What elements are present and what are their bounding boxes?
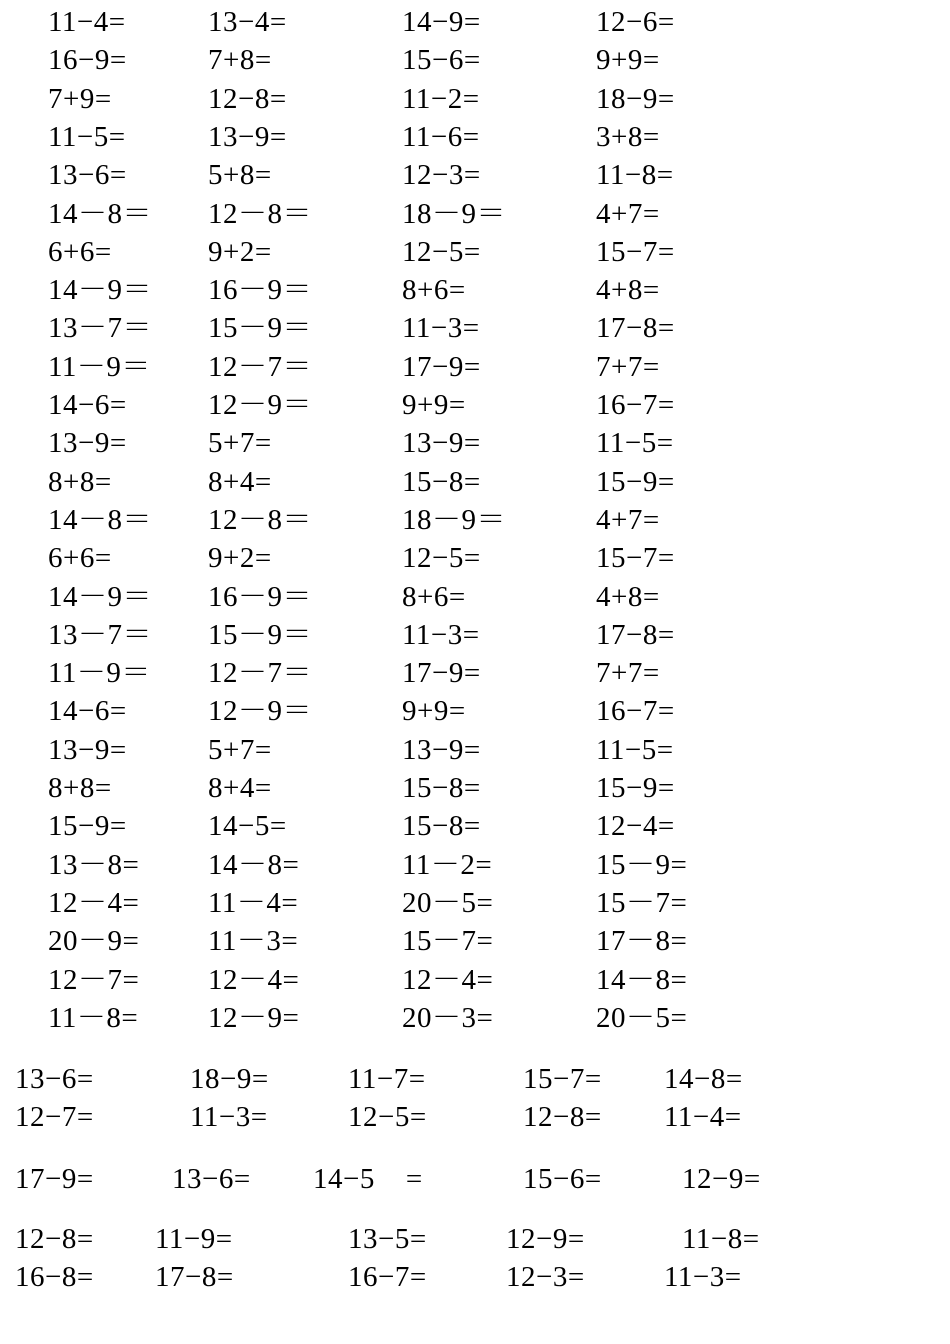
problem-row xyxy=(0,463,950,501)
math-problem: 14−8= xyxy=(664,1063,743,1095)
math-problem: 11−8= xyxy=(682,1223,760,1255)
math-problem: 11−4= xyxy=(664,1101,742,1133)
math-problem: 17−9= xyxy=(402,350,481,383)
math-problem: 17−9= xyxy=(402,657,481,690)
problem-row xyxy=(0,233,950,271)
math-problem: 9+9= xyxy=(402,389,466,421)
math-problem: 11−5= xyxy=(596,427,674,460)
math-problem: 16－9＝ xyxy=(208,274,313,307)
math-problem: 12−8= xyxy=(208,82,287,115)
math-problem: 12−5= xyxy=(348,1101,427,1133)
math-problem: 12－4= xyxy=(208,963,300,996)
math-problem: 12－7＝ xyxy=(208,350,313,383)
math-problem: 14－8＝ xyxy=(48,197,153,230)
problem-row xyxy=(0,807,950,845)
problem-row xyxy=(0,1098,950,1136)
math-problem: 12－7＝ xyxy=(208,657,313,690)
problem-row xyxy=(0,884,950,922)
math-problem: 17−8= xyxy=(596,312,675,345)
math-problem: 4+8= xyxy=(596,580,660,613)
problem-row xyxy=(0,539,950,577)
math-problem: 8+4= xyxy=(208,465,272,498)
problem-row xyxy=(0,1060,950,1098)
problem-row xyxy=(0,80,950,118)
math-problem: 12−9= xyxy=(682,1163,761,1195)
math-problem: 6+6= xyxy=(48,235,112,268)
problem-row xyxy=(0,118,950,156)
math-problem: 13−9= xyxy=(402,733,481,766)
math-problem: 11－3= xyxy=(208,925,299,958)
math-problem: 7+7= xyxy=(596,657,660,690)
math-problem: 12−6= xyxy=(596,6,675,38)
math-problem: 13－8= xyxy=(48,848,140,881)
math-problem: 12−9= xyxy=(506,1223,585,1255)
math-problem: 7+9= xyxy=(48,82,112,115)
math-problem: 9+9= xyxy=(402,695,466,728)
math-problem: 11−4= xyxy=(48,6,126,38)
math-problem: 14−5= xyxy=(208,810,287,843)
problem-row xyxy=(0,1220,950,1258)
math-problem: 18－9＝ xyxy=(402,503,507,536)
math-problem: 13−6= xyxy=(48,159,127,192)
math-problem: 15−8= xyxy=(402,810,481,843)
math-problem: 13−9= xyxy=(48,733,127,766)
math-problem: 11－9＝ xyxy=(48,350,151,383)
problem-row xyxy=(0,731,950,769)
math-problem: 5+7= xyxy=(208,733,272,766)
math-problem: 15−8= xyxy=(402,465,481,498)
math-problem: 7+8= xyxy=(208,44,272,77)
math-problem: 15−6= xyxy=(523,1163,602,1195)
math-problem: 15−7= xyxy=(596,235,675,268)
problem-row xyxy=(0,348,950,386)
math-problem: 15−8= xyxy=(402,772,481,804)
math-problem: 13−9= xyxy=(402,427,481,460)
math-problem: 15－7= xyxy=(596,886,688,919)
math-problem: 14－9＝ xyxy=(48,274,153,307)
math-problem: 4+7= xyxy=(596,503,660,536)
problem-row xyxy=(0,846,950,884)
math-problem: 12－9＝ xyxy=(208,389,313,421)
math-problem: 13−6= xyxy=(172,1163,251,1195)
math-problem: 18−9= xyxy=(190,1063,269,1095)
math-problem: 13－7＝ xyxy=(48,312,153,345)
math-problem: 8+8= xyxy=(48,465,112,498)
math-problem: 11−5= xyxy=(48,120,126,153)
math-problem: 11－2= xyxy=(402,848,493,881)
math-problem: 11−5= xyxy=(596,733,674,766)
math-problem: 13−6= xyxy=(15,1063,94,1095)
math-problem: 6+6= xyxy=(48,542,112,575)
math-problem: 14－9＝ xyxy=(48,580,153,613)
math-problem: 11－8= xyxy=(48,1001,139,1034)
math-problem: 12−3= xyxy=(506,1261,585,1293)
math-problem: 12－9= xyxy=(208,1001,300,1034)
problem-row xyxy=(0,195,950,233)
problem-row xyxy=(0,386,950,424)
math-problem: 17−8= xyxy=(155,1261,234,1293)
math-problem: 15−9= xyxy=(48,810,127,843)
problem-row xyxy=(0,271,950,309)
math-problem: 15−7= xyxy=(523,1063,602,1095)
problem-row xyxy=(0,578,950,616)
math-problem: 11−3= xyxy=(664,1261,742,1293)
problem-row xyxy=(0,616,950,654)
math-problem: 11−3= xyxy=(402,618,480,651)
math-problem: 4+8= xyxy=(596,274,660,307)
math-problem: 12−4= xyxy=(596,810,675,843)
math-problem: 12−7= xyxy=(15,1101,94,1133)
math-problem: 20－9= xyxy=(48,925,140,958)
problem-row xyxy=(0,156,950,194)
math-problem: 8+6= xyxy=(402,274,466,307)
math-problem: 20－5= xyxy=(402,886,494,919)
math-problem: 14－8= xyxy=(208,848,300,881)
math-problem: 11−3= xyxy=(190,1101,268,1133)
math-problem: 12－4= xyxy=(402,963,494,996)
math-problem: 17−9= xyxy=(15,1163,94,1195)
math-problem: 8+8= xyxy=(48,772,112,804)
problem-row xyxy=(0,769,950,807)
math-problem: 13−5= xyxy=(348,1223,427,1255)
math-problem: 13−4= xyxy=(208,6,287,38)
math-problem: 15－9＝ xyxy=(208,312,313,345)
math-problem: 15−9= xyxy=(596,465,675,498)
math-problem: 4+7= xyxy=(596,197,660,230)
math-problem: 12−8= xyxy=(523,1101,602,1133)
math-problem: 20－3= xyxy=(402,1001,494,1034)
math-problem: 13－7＝ xyxy=(48,618,153,651)
math-problem: 12－9＝ xyxy=(208,695,313,728)
math-problem: 14−6= xyxy=(48,389,127,421)
problem-row xyxy=(0,692,950,730)
math-problem: 15－9＝ xyxy=(208,618,313,651)
math-problem: 13−9= xyxy=(208,120,287,153)
math-problem: 11−8= xyxy=(596,159,674,192)
math-problem: 3+8= xyxy=(596,120,660,153)
math-problem: 15−6= xyxy=(402,44,481,77)
math-problem: 8+6= xyxy=(402,580,466,613)
math-problem: 12−8= xyxy=(15,1223,94,1255)
math-problem: 13−9= xyxy=(48,427,127,460)
math-problem: 14−5 = xyxy=(313,1163,423,1195)
math-problem: 12－8＝ xyxy=(208,503,313,536)
math-problem: 14−9= xyxy=(402,6,481,38)
problem-row xyxy=(0,501,950,539)
math-problem: 11−9= xyxy=(155,1223,233,1255)
math-problem: 12－8＝ xyxy=(208,197,313,230)
math-problem: 16−7= xyxy=(596,695,675,728)
math-problem: 9+2= xyxy=(208,542,272,575)
math-problem: 14－8= xyxy=(596,963,688,996)
problem-row xyxy=(0,424,950,462)
math-problem: 11−2= xyxy=(402,82,480,115)
math-problem: 17－8= xyxy=(596,925,688,958)
math-problem: 16－9＝ xyxy=(208,580,313,613)
math-problem: 15−7= xyxy=(596,542,675,575)
problem-row xyxy=(0,999,950,1037)
problem-row xyxy=(0,41,950,79)
math-problem: 12−3= xyxy=(402,159,481,192)
math-problem: 15－9= xyxy=(596,848,688,881)
problem-row xyxy=(0,654,950,692)
math-problem: 12－7= xyxy=(48,963,140,996)
math-problem: 16−7= xyxy=(348,1261,427,1293)
math-problem: 12−5= xyxy=(402,542,481,575)
math-problem: 5+7= xyxy=(208,427,272,460)
math-problem: 15−9= xyxy=(596,772,675,804)
math-problem: 18−9= xyxy=(596,82,675,115)
math-problem: 5+8= xyxy=(208,159,272,192)
math-problem: 11－9＝ xyxy=(48,657,151,690)
math-problem: 11－4= xyxy=(208,886,299,919)
math-problem: 12−5= xyxy=(402,235,481,268)
math-problem: 9+9= xyxy=(596,44,660,77)
math-problem: 14−6= xyxy=(48,695,127,728)
math-problem: 12－4= xyxy=(48,886,140,919)
math-problem: 11−3= xyxy=(402,312,480,345)
math-problem: 18－9＝ xyxy=(402,197,507,230)
problem-row xyxy=(0,961,950,999)
problem-row xyxy=(0,309,950,347)
math-problem: 16−8= xyxy=(15,1261,94,1293)
math-problem: 7+7= xyxy=(596,350,660,383)
problem-row xyxy=(0,3,950,41)
math-problem: 11−6= xyxy=(402,120,480,153)
problem-row xyxy=(0,922,950,960)
math-problem: 14－8＝ xyxy=(48,503,153,536)
problem-row xyxy=(0,1160,950,1198)
math-problem: 15－7= xyxy=(402,925,494,958)
math-problem: 8+4= xyxy=(208,772,272,804)
math-problem: 16−7= xyxy=(596,389,675,421)
math-problem: 17−8= xyxy=(596,618,675,651)
math-problem: 20－5= xyxy=(596,1001,688,1034)
math-problem: 16−9= xyxy=(48,44,127,77)
math-problem: 11−7= xyxy=(348,1063,426,1095)
problem-row xyxy=(0,1258,950,1296)
math-problem: 9+2= xyxy=(208,235,272,268)
